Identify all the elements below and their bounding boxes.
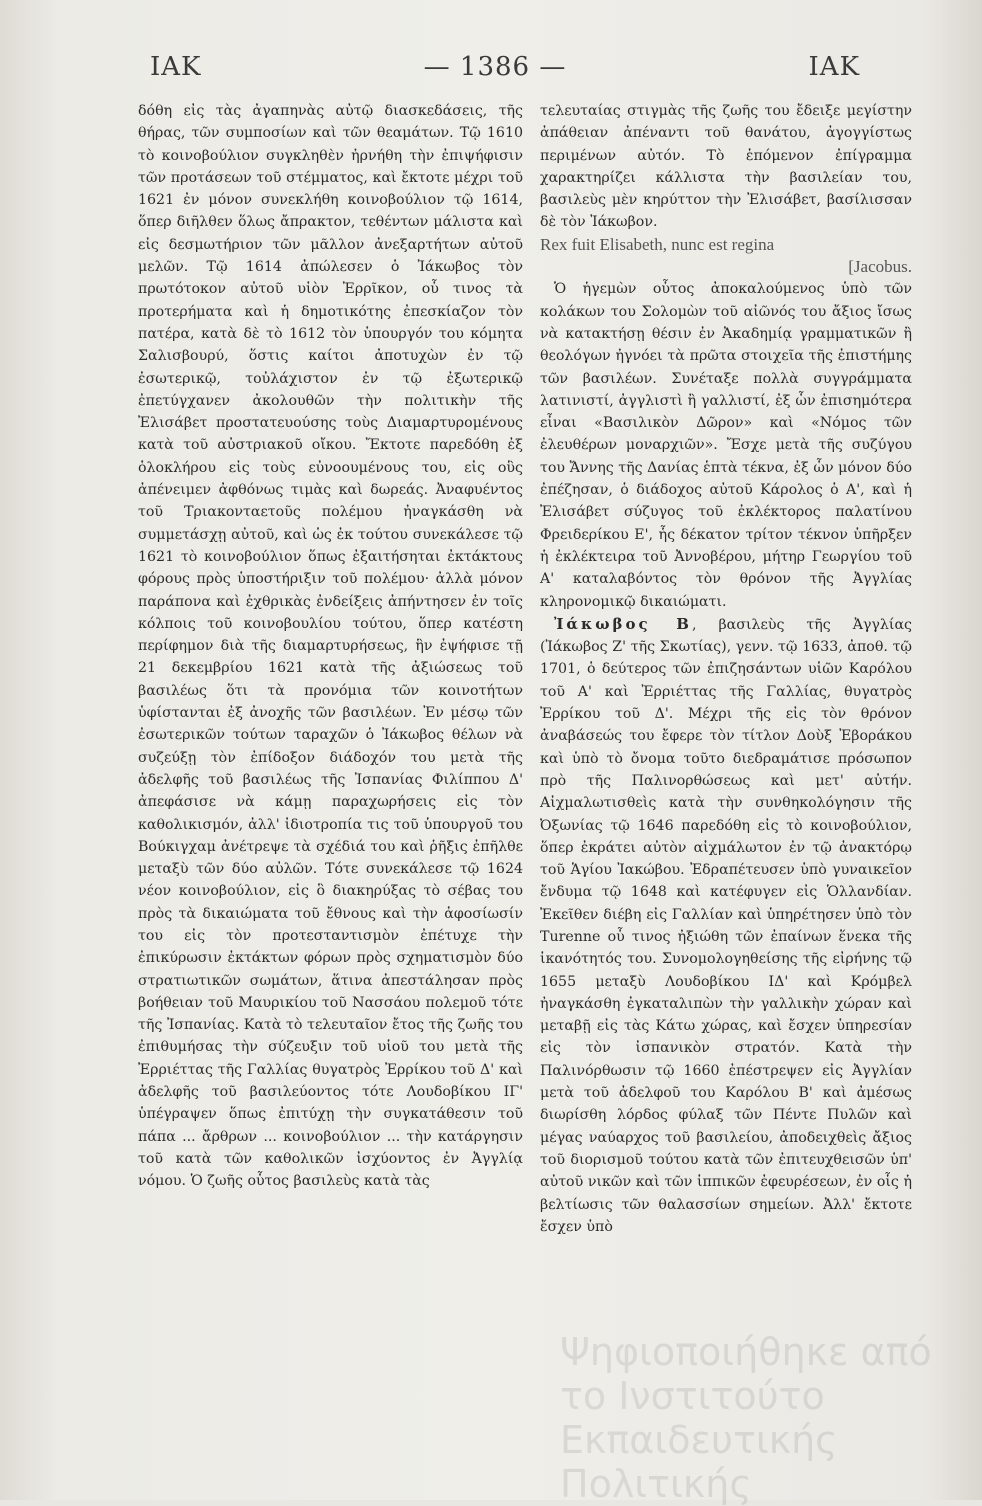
entry-headword: Ἰάκωβος Β bbox=[554, 614, 692, 633]
header-right-keyword: ΙΑΚ bbox=[808, 52, 860, 82]
page-header bbox=[130, 52, 860, 92]
left-column-text: δόθη εἰς τὰς ἀγαπηνὰς αὐτῷ διασκεδάσεις, τῆς θήρας, τῶν συμποσίων καὶ τῶν θεαμάτων. Τῷ 1610 τὸ κοινοβούλιον συγκληθὲν ἠρνήθη τὴν ἐπιψήφισιν τῶν προτάσεων τοῦ στέμματος, καὶ ἔκτοτε μέχρι τοῦ 1621 ἐν μόνον συνεκλήθη κοινοβούλιον τῷ 1614, ὅπερ διῆλθεν ὅλως ἄπρακτον, τεθέντων μάλιστα καὶ εἰς δεσμωτήριον τῶν μᾶλλον ἀνεξαρτήτων αὐτοῦ μελῶν. Τῷ 1614 ἀπώλεσεν ὁ Ἰάκωβος τὸν πρωτότοκον αὐτοῦ υἱὸν Ἐρρῖκον, οὗ τινος τὰ προτερήματα καὶ ἡ δημοτικότης ἐπεσκίαζον τὸν πατέρα, κατὰ δὲ τὸ 1612 τὸν ὑπουργόν του κόμητα Σαλισβουρύ, ὅστις καίτοι ἀποτυχὼν ἐν τῷ ἐσωτερικῷ, τοὐλάχιστον ἐν τῷ ἐξωτερικῷ ἐπετύγχανεν ἀκολουθῶν τὴν πολιτικὴν τῆς Ἐλισάβετ προστατευούσης τοὺς Διαμαρτυρομένους κατὰ τοῦ αὐστριακοῦ οἴκου. Ἔκτοτε παρεδόθη ἐξ ὁλοκλήρου εἰς τοὺς εὐνοουμένους του, εἰς οὓς ἀπένειμεν ἀφθόνως τιμὰς καὶ δωρεάς. Ἀναφυέντος τοῦ Τριακονταετοῦς πολέμου ἠναγκάσθη νὰ συμμετάσχῃ αὐτοῦ, καὶ ὡς ἐκ τούτου συνεκάλεσε τῷ 1621 τὸ κοινοβούλιον ὅπως ἐξαιτήσηται ἐκτάκτους φόρους πρὸς ὑποστήριξιν τοῦ πολέμου· ἀλλὰ μόνον παράπονα καὶ ἐχθρικὰς ἐνδείξεις ἀπήντησεν ἐν τοῖς κόλποις τοῦ κοινοβουλίου τούτου, ὅπερ κατέστη περίφημον διὰ τῆς διαμαρτυρήσεως, ἣν ἐψήφισε τῇ 21 δεκεμβρίου 1621 κατὰ τῆς ἀξιώσεως τοῦ βασιλέως ὅτι τὰ προνόμια τῶν κοινοτήτων ὑφίστανται ἐξ ἀνοχῆς τῶν βασιλέων. Ἐν μέσῳ τῶν ἐσωτερικῶν τούτων ταραχῶν ὁ Ἰάκωβος θέλων νὰ συζεύξῃ τὸν ἐπίδοξον διάδοχόν του μετὰ τῆς ἀδελφῆς τοῦ βασιλέως τῆς Ἰσπανίας Φιλίππου Δ' ἀπεφάσισε νὰ κάμῃ παραχωρήσεις εἰς τὸν καθολικισμόν, ἀλλ' ἰδιοτροπία τις τοῦ ὑπουργοῦ του Βούκιγχαμ ἀνέτρεψε τὰ σχέδιά του καὶ ῥῆξις ἐπῆλθε μεταξὺ τῶν δύο αὐλῶν. Τότε συνεκάλεσε τῷ 1624 νέον κοινοβούλιον, εἰς ὃ διακηρύξας τὸ σέβας του πρὸς τὰ δικαιώματα τοῦ ἔθνους καὶ τὴν ἀφοσίωσίν του εἰς τὸν προτεσταντισμὸν ἐπέτυχε τὴν ἐπικύρωσιν ἐκτάκτων φόρων πρὸς σχηματισμὸν δύο στρατιωτικῶν σωμάτων, ἅτινα ἀπεστάλησαν πρὸς βοήθειαν τοῦ Μαυρικίου τοῦ Νασσάου πολεμοῦ τότε τῆς Ἰσπανίας. Κατὰ τὸ τελευταῖον ἔτος τῆς ζωῆς του ἐπιθυμήσας τὴν σύζευξιν τοῦ υἱοῦ του μετὰ τῆς Ἐρριέττας τῆς Γαλλίας θυγατρὸς Ἐρρίκου τοῦ Δ' καὶ ἀδελφῆς τοῦ βασιλεύοντος τότε Λουδοβίκου ΙΓ' ὑπέγραψεν ὅπως ἐπιτύχῃ τὴν συγκατάθεσιν τοῦ πάπα ... ἄρθρων ... κοινοβούλιον ... τὴν κατάργησιν τοῦ κατὰ τῶν καθολικῶν ἰσχύοντος ἐν Ἀγγλίᾳ νόμου. Ὁ ζωῆς οὗτος βασιλεὺς κατὰ τὰς bbox=[138, 103, 523, 1190]
watermark-line-2: Εκπαιδευτικής Πολιτικής bbox=[560, 1418, 838, 1506]
entry-body: , βασιλεὺς τῆς Ἀγγλίας (Ἰάκωβος Ζ' τῆς Σκωτίας), γενν. τῷ 1633, ἀποθ. τῷ 1701, ὁ δεύτερος τῶν ἐπιζησάντων υἱῶν Καρόλου τοῦ Α' καὶ Ἐρριέττας τῆς Γαλλίας, θυγατρὸς Ἐρρίκου τοῦ Δ'. Μέχρι τῆς εἰς τὸν θρόνον ἀναβάσεώς του ἔφερε τὸν τίτλον Δοὺξ Ἐβοράκου καὶ ὑπὸ τὸ ὄνομα τοῦτο διεδραμάτισε πρόσωπον πρὸ τῆς Παλινορθώσεως καὶ μετ' αὐτήν. Αἰχμαλωτισθεὶς κατὰ τὴν συνθηκολόγησιν τῆς Ὀξωνίας τῷ 1646 παρεδόθη εἰς τὸ κοινοβούλιον, ὅπερ ἐκράτει αὐτὸν αἰχμάλωτον ἐν τῷ ἀνακτόρῳ τοῦ Ἁγίου Ἰακώβου. Ἐδραπέτευσεν ὑπὸ γυναικεῖον ἔνδυμα τῷ 1648 καὶ κατέφυγεν εἰς Ὁλλανδίαν. Ἐκεῖθεν διέβη εἰς Γαλλίαν καὶ ὑπηρέτησεν ὑπὸ τὸν Turenne οὗ τινος ἠξιώθη τῶν ἐπαίνων ἕνεκα τῆς ἱκανότητός του. Συνομολογηθείσης τῆς εἰρήνης τῷ 1655 μεταξὺ Λουδοβίκου ΙΔ' καὶ Κρόμβελ ἠναγκάσθη ἐγκαταλιπὼν τὴν γαλλικὴν χώραν καὶ μεταβῇ εἰς τὰς Κάτω χώρας, καὶ ἔσχεν ὑπηρεσίαν εἰς τὸν ἰσπανικὸν στρατόν. Κατὰ τὴν Παλινόρθωσιν τῷ 1660 ἐπέστρεψεν εἰς Ἀγγλίαν μετὰ τοῦ ἀδελφοῦ του Καρόλου Β' καὶ ἀμέσως διωρίσθη λόρδος φύλαξ τῶν Πέντε Πυλῶν καὶ μέγας ναύαρχος τοῦ βασιλείου, ἀποδειχθεὶς ἄξιος τοῦ διορισμοῦ τούτου κατὰ τῶν ἐπιτευχθεισῶν ὑπ' αὐτοῦ νικῶν καὶ τῶν ἱππικῶν ἐφευρέσεων, ἐν οἷς ἡ βελτίωσις τῶν θαλασσίων σημείων. Ἀλλ' ἔκτοτε ἔσχεν ὑπὸ bbox=[540, 616, 912, 1235]
page-number: — 1386 — bbox=[423, 52, 567, 82]
watermark-line-1: Ψηφιοποιήθηκε από το Ινστιτούτο bbox=[560, 1330, 932, 1418]
latin-epigram-line-2: [Jacobus. bbox=[848, 257, 912, 277]
left-column bbox=[138, 100, 523, 1193]
right-column-paragraph-2: Ὁ ἡγεμὼν οὗτος ἀποκαλούμενος ὑπὸ τῶν κολάκων του Σολομὼν τοῦ αἰῶνός του ἄξιος ἴσως νὰ κατακτήσῃ θέσιν ἐν Ἀκαδημίᾳ γραμματικῶν ἢ θεολόγων ἠγνόει τὰ πρῶτα στοιχεῖα τῆς ἐπιστήμης τῶν βασιλέων. Συνέταξε πολλὰ συγγράμματα λατινιστί, ἀγγλιστὶ ἢ γαλλιστί, ἐξ ὧν ἐπισημότερα εἶναι «Βασιλικὸν Δῶρον» καὶ «Νόμος τῶν ἐλευθέρων μοναρχιῶν». Ἔσχε μετὰ τῆς συζύγου του Ἄννης τῆς Δανίας ἑπτὰ τέκνα, ἐξ ὧν μόνον δύο ἐπέζησαν, ὁ διάδοχος αὐτοῦ Κάρολος ὁ Α', καὶ ἡ Ἐλισάβετ σύζυγος τοῦ ἐκλέκτορος παλατίνου Φρειδερίκου Ε', ἧς δέκατον τρίτον τέκνον ὑπῆρξεν ἡ ἐκλέκτειρα τοῦ Ἀννοβέρου, μήτηρ Γεωργίου τοῦ Α' καταλαβόντος τὸν θρόνον τῆς Ἀγγλίας κληρονομικῷ δικαιώματι. bbox=[540, 281, 912, 610]
header-left-keyword: ΙΑΚ bbox=[150, 52, 202, 82]
watermark bbox=[560, 1330, 980, 1506]
right-column-paragraph-1: τελευταίας στιγμὰς τῆς ζωῆς του ἔδειξε μεγίστην ἀπάθειαν ἀπέναντι τοῦ θανάτου, ἀγογγίστως περιμένων αὐτόν. Τὸ ἑπόμενον ἐπίγραμμα χαρακτηρίζει κάλλιστα τὴν βασιλείαν του, βασιλεὺς μὲν κηρύττον τὴν Ἐλισάβετ, βασίλισσαν δὲ τὸν Ἰάκωβον. bbox=[540, 103, 912, 231]
right-column bbox=[540, 100, 912, 1238]
right-column-paragraph-3 bbox=[540, 613, 912, 1238]
latin-epigram-line-1: Rex fuit Elisabeth, nunc est regina bbox=[540, 234, 775, 254]
